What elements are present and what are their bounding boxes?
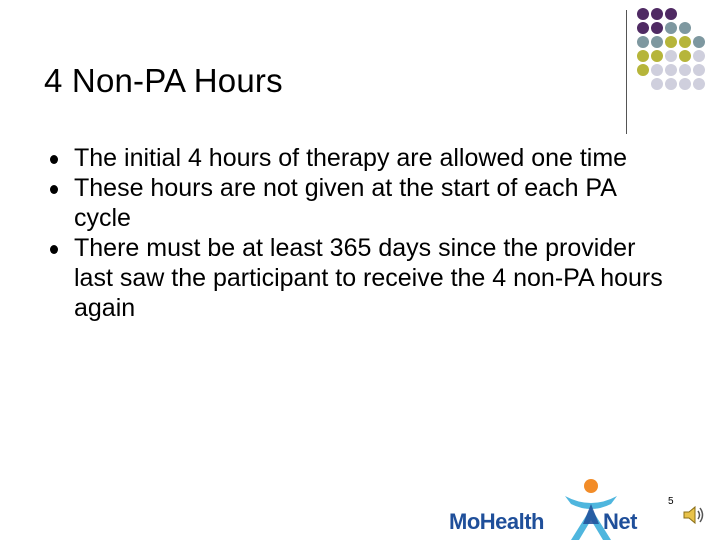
decorative-dot [665,78,677,90]
page-number: 5 [668,496,674,507]
logo-text-mohealth: MoHealth [449,509,544,534]
decorative-dot [637,22,649,34]
bullet-text: These hours are not given at the start of each PA cycle [74,174,616,232]
decorative-dot [679,22,691,34]
decorative-dot [665,64,677,76]
decorative-dot-grid [637,8,717,128]
decorative-dot [665,36,677,48]
bullet-item [44,173,664,233]
speaker-icon[interactable] [682,504,704,526]
decorative-dot [651,64,663,76]
decorative-dot [637,64,649,76]
logo-text-net: Net [603,509,637,534]
decorative-dot [679,36,691,48]
bullet-text: There must be at least 365 days since the provider last saw the participant to receive the 4 non-PA hours again [74,234,663,322]
decorative-dot [693,50,705,62]
decorative-dot [637,50,649,62]
decorative-dot [665,8,677,20]
decorative-dot [651,8,663,20]
bullet-dot [50,155,58,164]
decorative-dot [651,78,663,90]
decorative-dot [679,64,691,76]
decorative-dot [637,36,649,48]
bullet-dot [50,245,58,254]
decorative-dot [637,8,649,20]
bullet-item [44,233,664,323]
decorative-dot [693,36,705,48]
bullet-dot [50,185,58,194]
decorative-dot [693,78,705,90]
vertical-divider [626,10,627,134]
decorative-dot [679,78,691,90]
decorative-dot [679,50,691,62]
decorative-dot [651,22,663,34]
bullet-text: The initial 4 hours of therapy are allowed one time [74,144,628,172]
bullet-item [44,143,664,173]
slide-title: 4 Non-PA Hours [44,62,283,99]
mohealthnet-logo [443,478,673,540]
decorative-dot [665,50,677,62]
decorative-dot [693,64,705,76]
decorative-dot [651,36,663,48]
bullet-list [44,143,664,323]
decorative-dot [651,50,663,62]
decorative-dot [665,22,677,34]
